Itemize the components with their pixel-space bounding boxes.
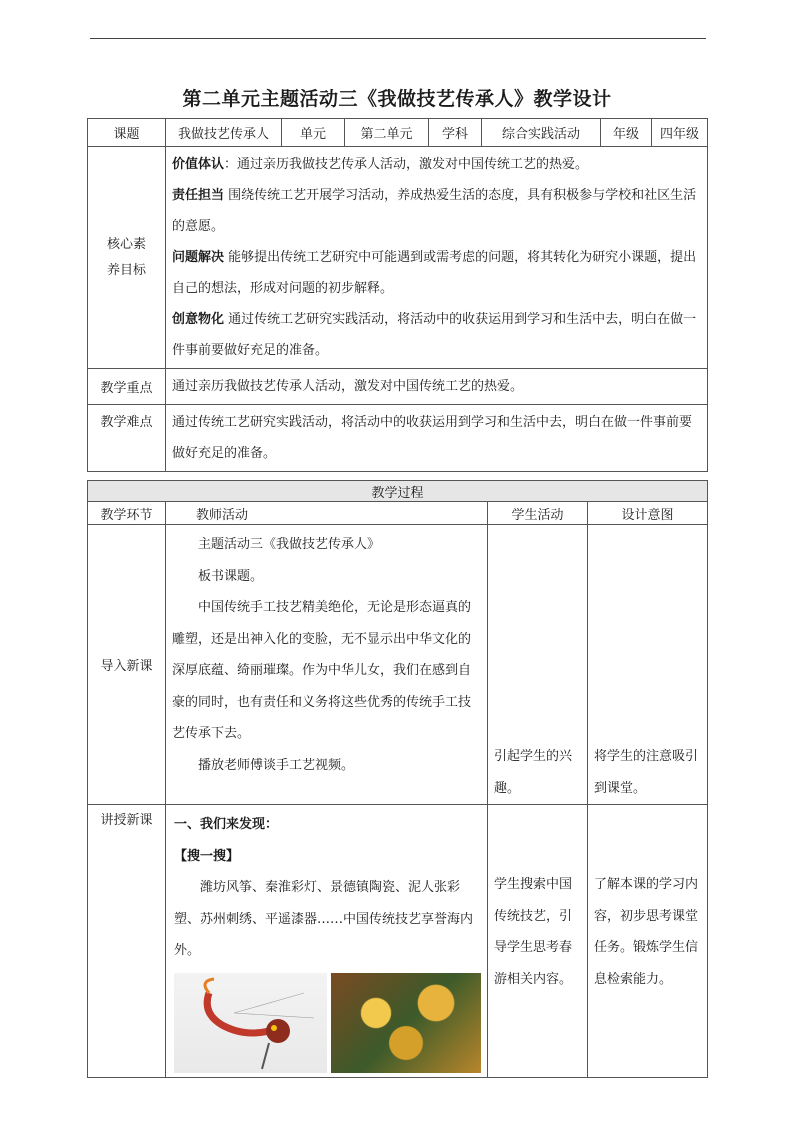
teacher-line: 播放老师傅谈手工艺视频。 bbox=[198, 757, 355, 773]
section-heading: 一、我们来发现： bbox=[174, 817, 279, 832]
col-teacher: 教师活动 bbox=[166, 502, 488, 525]
goal-text: 围绕传统工艺开展学习活动，养成热爱生活的态度，具有积极参与学校和社区生活的意愿。 bbox=[172, 188, 697, 234]
goal-text: 通过传统工艺研究实践活动，将活动中的收获运用到学习和生活中去，明白在做一件事前要做好充足的准备。 bbox=[172, 312, 697, 358]
goal-item bbox=[172, 304, 701, 366]
difficulty-text: 通过传统工艺研究实践活动，将活动中的收获运用到学习和生活中去，明白在做一件事前要做好充足的准备。 bbox=[166, 405, 708, 472]
goals-label-line1: 核心素 bbox=[106, 236, 146, 252]
teacher-intro bbox=[166, 525, 488, 805]
course-label: 课题 bbox=[88, 119, 166, 147]
course-value: 我做技艺传承人 bbox=[166, 119, 282, 147]
col-student: 学生活动 bbox=[488, 502, 588, 525]
unit-value: 第二单元 bbox=[345, 119, 429, 147]
goals-label bbox=[88, 147, 166, 369]
col-stage: 教学环节 bbox=[88, 502, 166, 525]
page-title: 第二单元主题活动三《我做技艺传承人》教学设计 bbox=[182, 88, 612, 110]
stage-intro: 导入新课 bbox=[88, 525, 166, 805]
goal-item bbox=[172, 180, 701, 242]
unit-label: 单元 bbox=[282, 119, 345, 147]
goal-item bbox=[172, 149, 701, 180]
goal-key: 责任担当 bbox=[172, 188, 225, 203]
teacher-new bbox=[166, 805, 488, 1078]
stage-new: 讲授新课 bbox=[88, 805, 166, 1078]
kite-photo bbox=[174, 973, 327, 1073]
process-header: 教学过程 bbox=[88, 481, 708, 502]
teacher-line: 板书课题。 bbox=[198, 568, 264, 584]
teaching-process-table bbox=[87, 480, 708, 1078]
header-rule bbox=[90, 38, 706, 39]
goals-label-line2: 养目标 bbox=[106, 262, 146, 278]
col-intent: 设计意图 bbox=[588, 502, 708, 525]
grade-value: 四年级 bbox=[652, 119, 708, 147]
difficulty-label: 教学难点 bbox=[88, 405, 166, 472]
lantern-photo bbox=[331, 973, 481, 1073]
goal-text: ：通过亲历我做技艺传承人活动，激发对中国传统工艺的热爱。 bbox=[224, 157, 589, 172]
teacher-line: 潍坊风筝、秦淮彩灯、景德镇陶瓷、泥人张彩塑、苏州刺绣、平遥漆器……中国传统技艺享誉海内外。 bbox=[174, 880, 474, 958]
grade-label: 年级 bbox=[601, 119, 652, 147]
teacher-line: 中国传统手工技艺精美绝伦，无论是形态逼真的雕塑，还是出神入化的变脸，无不显示出中华文化的深厚底蕴、绮丽璀璨。作为中华儿女，我们在感到自豪的同时，也有责任和义务将这些优秀的传统手工技艺传承下去。 bbox=[172, 600, 472, 741]
subject-value: 综合实践活动 bbox=[482, 119, 601, 147]
goal-text: 能够提出传统工艺研究中可能遇到或需考虑的问题，将其转化为研究小课题，提出自己的想法，形成对问题的初步解释。 bbox=[172, 250, 697, 296]
subject-label: 学科 bbox=[429, 119, 482, 147]
intent-intro: 将学生的注意吸引到课堂。 bbox=[588, 525, 708, 805]
lesson-info-table bbox=[87, 118, 708, 472]
student-new: 学生搜索中国传统技艺，引导学生思考春游相关内容。 bbox=[488, 805, 588, 1078]
section-sub: 【搜一搜】 bbox=[174, 848, 240, 864]
goal-key: 创意物化 bbox=[172, 312, 225, 327]
key-point-text: 通过亲历我做技艺传承人活动，激发对中国传统工艺的热爱。 bbox=[166, 369, 708, 405]
intent-new: 了解本课的学习内容，初步思考课堂任务。锻炼学生信息检索能力。 bbox=[588, 805, 708, 1078]
goal-key: 问题解决 bbox=[172, 250, 225, 265]
goals-content bbox=[166, 147, 708, 369]
teacher-line: 主题活动三《我做技艺传承人》 bbox=[198, 537, 381, 552]
image-row bbox=[174, 973, 481, 1073]
dragon-kite-icon bbox=[174, 973, 327, 1073]
goal-item bbox=[172, 242, 701, 304]
student-intro: 引起学生的兴趣。 bbox=[488, 525, 588, 805]
goal-key: 价值体认 bbox=[172, 157, 225, 172]
key-point-label: 教学重点 bbox=[88, 369, 166, 405]
